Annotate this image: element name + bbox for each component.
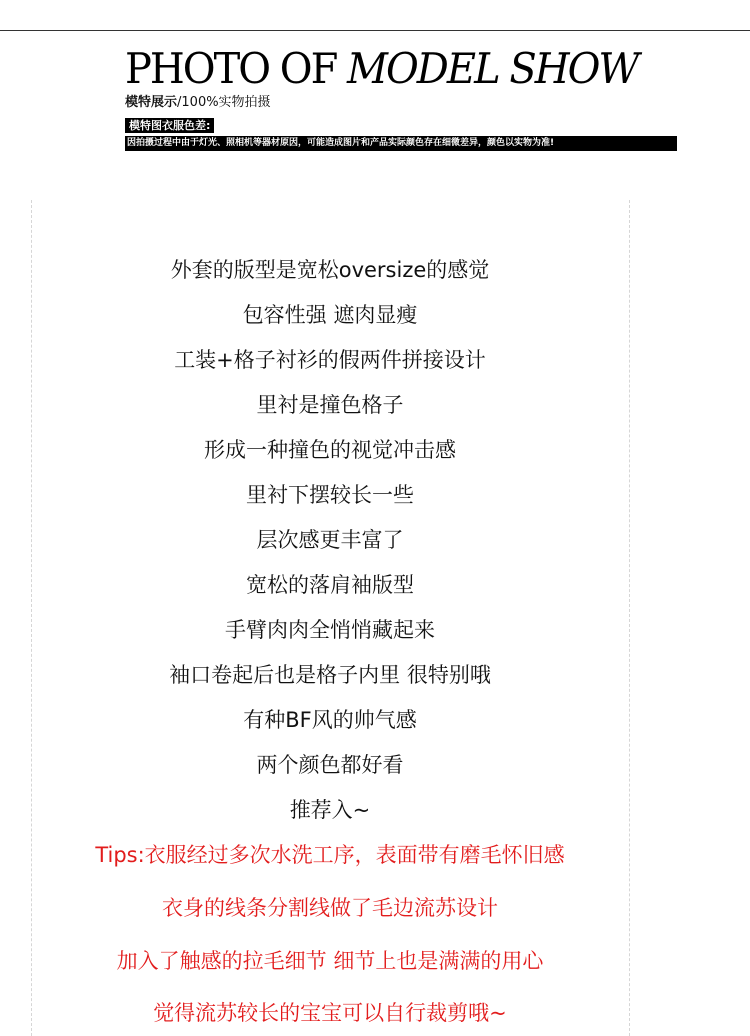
description-line: 手臂肉肉全悄悄藏起来 <box>225 618 435 642</box>
description-line: 层次感更丰富了 <box>256 528 404 552</box>
color-note-text: 因拍摄过程中由于灯光、照相机等器材原因，可能造成图片和产品实际颜色存在细微差异，颜色以实物为准! <box>125 136 677 151</box>
description-line: 形成一种撞色的视觉冲击感 <box>204 438 456 462</box>
section-subtitle <box>125 94 685 112</box>
title-italic: MODEL SHOW <box>347 44 638 94</box>
description-line: 两个颜色都好看 <box>256 753 404 777</box>
color-note-label: 模特图衣服色差: <box>125 118 214 133</box>
subtitle-rest: /100%实物拍摄 <box>177 95 271 110</box>
tips-line: 衣身的线条分割线做了毛边流苏设计 <box>162 896 498 920</box>
description-line: 里衬是撞色格子 <box>256 393 404 417</box>
description-line: 外套的版型是宽松oversize的感觉 <box>170 258 490 282</box>
tips-line: 加入了触感的拉毛细节 细节上也是满满的用心 <box>116 949 544 973</box>
description-line: 里衬下摆较长一些 <box>246 483 414 507</box>
description-line: 有种BF风的帅气感 <box>243 708 417 732</box>
description-line: 宽松的落肩袖版型 <box>246 573 414 597</box>
description-line: 包容性强 遮肉显瘦 <box>242 303 418 327</box>
description-line: 袖口卷起后也是格子内里 很特别哦 <box>169 663 491 687</box>
description-line: 推荐入~ <box>289 798 371 822</box>
top-divider <box>0 30 750 31</box>
description-line: 工装+格子衬衫的假两件拼接设计 <box>174 348 486 372</box>
section-title <box>125 46 685 92</box>
tips-line: Tips:衣服经过多次水洗工序，表面带有磨毛怀旧感 <box>95 843 565 867</box>
tips-line: 觉得流苏较长的宝宝可以自行裁剪哦~ <box>153 1001 507 1025</box>
title-plain: PHOTO OF <box>125 44 348 94</box>
subtitle-bold: 模特展示 <box>125 95 178 110</box>
section-header <box>125 46 685 151</box>
